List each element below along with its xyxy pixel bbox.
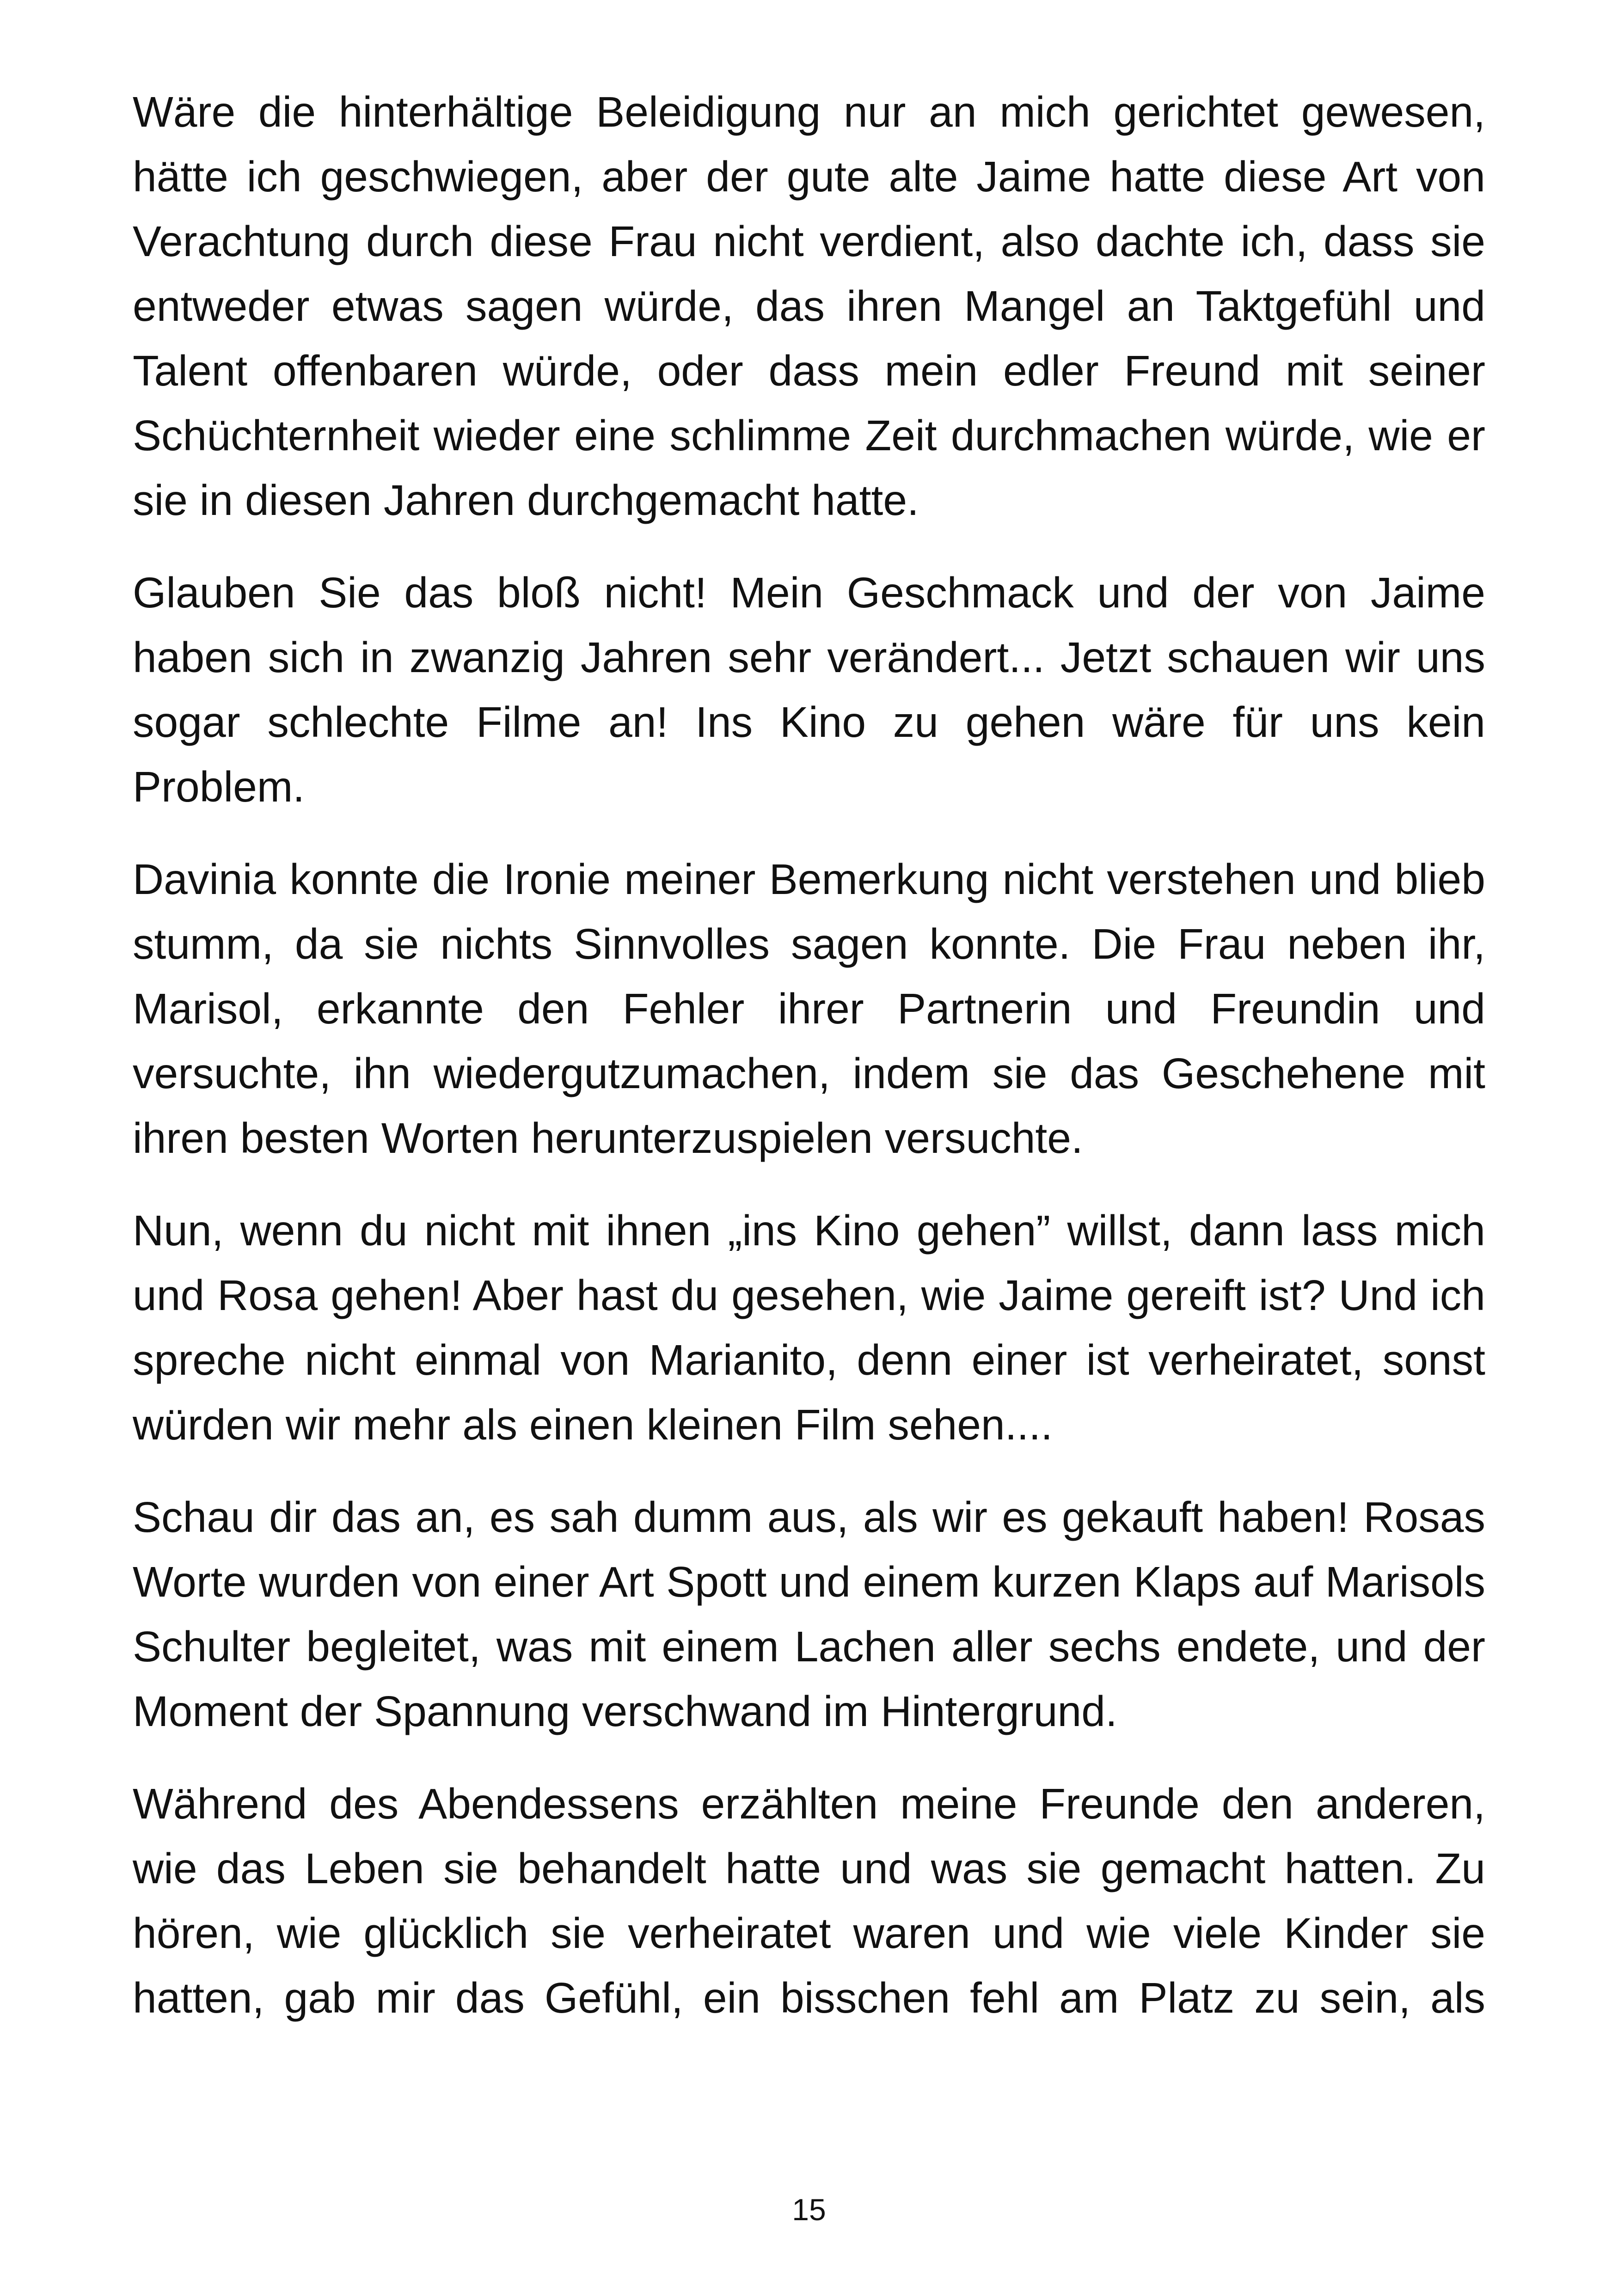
paragraph-4: Nun, wenn du nicht mit ihnen „ins Kino gehen” willst, dann lass mich und Rosa gehen! Aber hast du gesehen, wie Jaime gereift ist? Und ich spreche nicht einmal von Marianito, denn einer ist verheiratet, sonst würden wir mehr als einen kleinen Film sehen.... — [133, 1206, 1485, 1449]
paragraph-5: Schau dir das an, es sah dumm aus, als wir es gekauft haben! Rosas Worte wurden von einer Art Spott und einem kurzen Klaps auf Marisols Schulter begleitet, was mit einem Lachen aller sechs endete, und der Moment der Spannung verschwand im Hintergrund. — [133, 1493, 1485, 1735]
body-text — [133, 80, 1485, 2030]
paragraph-3: Davinia konnte die Ironie meiner Bemerkung nicht verstehen und blieb stumm, da sie nichts Sinnvolles sagen konnte. Die Frau neben ihr, Marisol, erkannte den Fehler ihrer Partnerin und Freundin und versuchte, ihn wiedergutzumachen, indem sie das Geschehene mit ihren besten Worten herunterzuspielen versuchte. — [133, 855, 1485, 1162]
paragraph-1: Wäre die hinterhältige Beleidigung nur an mich gerichtet gewesen, hätte ich geschwiegen, aber der gute alte Jaime hatte diese Art von Verachtung durch diese Frau nicht verdient, also dachte ich, dass sie entweder etwas sagen würde, das ihren Mangel an Taktgefühl und Talent offenbaren würde, oder dass mein edler Freund mit seiner Schüchternheit wieder eine schlimme Zeit durchmachen würde, wie er sie in diesen Jahren durchgemacht hatte. — [133, 88, 1485, 524]
paragraph-2: Glauben Sie das bloß nicht! Mein Geschmack und der von Jaime haben sich in zwanzig Jahren sehr verändert... Jetzt schauen wir uns sogar schlechte Filme an! Ins Kino zu gehen wäre für uns kein Problem. — [133, 569, 1485, 811]
page-number: 15 — [792, 2192, 826, 2227]
paragraph-6: Während des Abendessens erzählten meine Freunde den anderen, wie das Leben sie behandelt hatte und was sie gemacht hatten. Zu hören, wie glücklich sie verheiratet waren und wie viele Kinder sie hatten, gab mir das Gefühl, ein bisschen fehl am Platz zu sein, als — [133, 1780, 1485, 2022]
